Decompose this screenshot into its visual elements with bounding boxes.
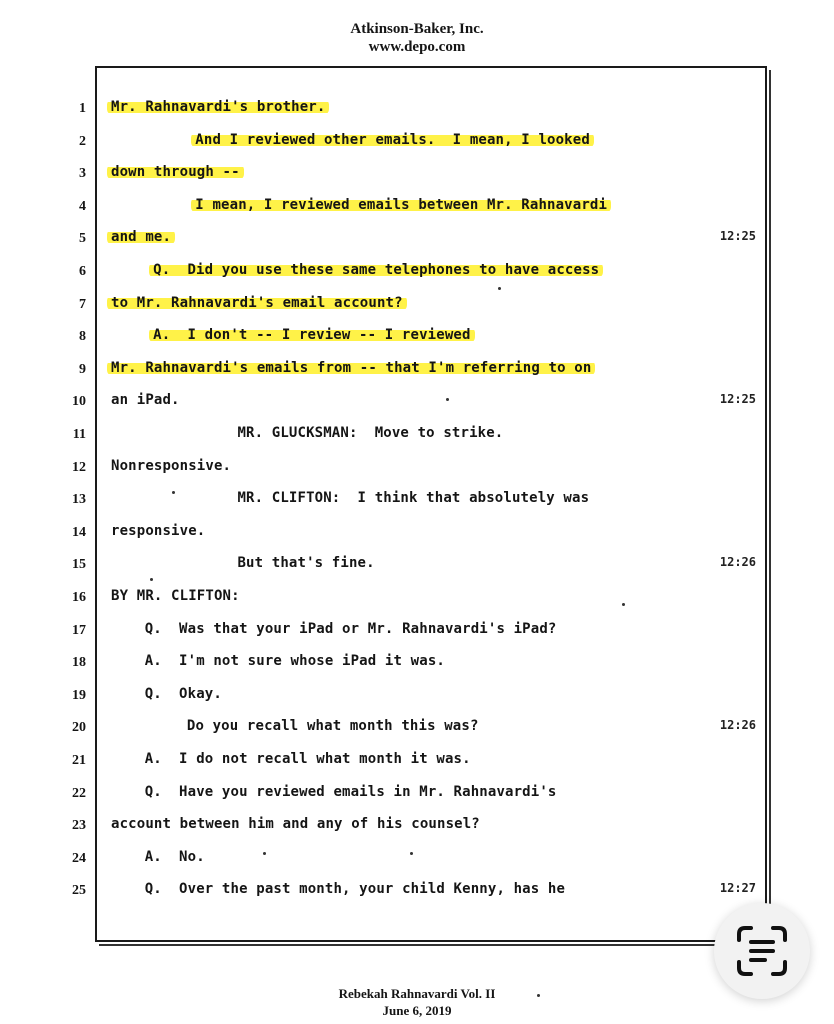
line-number: 9 bbox=[79, 361, 86, 377]
line-text: to Mr. Rahnavardi's email account? bbox=[107, 295, 407, 311]
line-text: And I reviewed other emails. I mean, I looked bbox=[191, 132, 594, 148]
scan-speck bbox=[446, 398, 449, 401]
timestamp: 12:25 bbox=[719, 392, 756, 407]
timestamp: 12:25 bbox=[719, 229, 756, 244]
line-text: and me. bbox=[107, 229, 175, 245]
line-text: Q. Have you reviewed emails in Mr. Rahnavardi's bbox=[144, 783, 557, 800]
company-name: Atkinson-Baker, Inc. bbox=[350, 21, 484, 37]
page-footer bbox=[0, 985, 834, 1019]
line-number: 5 bbox=[79, 231, 86, 247]
scan-speck bbox=[410, 852, 413, 855]
line-number: 1 bbox=[79, 101, 86, 116]
line-number: 22 bbox=[72, 785, 86, 801]
line-text: BY MR. CLIFTON: bbox=[111, 588, 240, 604]
line-number: 6 bbox=[79, 264, 86, 279]
line-number: 2 bbox=[79, 133, 86, 149]
line-number: 12 bbox=[72, 459, 86, 475]
scan-text-icon bbox=[735, 924, 789, 978]
timestamp: 12:27 bbox=[719, 881, 756, 896]
line-text: A. I don't -- I review -- I reviewed bbox=[149, 327, 474, 343]
scan-speck bbox=[498, 287, 501, 290]
line-number: 11 bbox=[72, 427, 86, 442]
line-text: Mr. Rahnavardi's emails from -- that I'm referring to on bbox=[107, 360, 595, 376]
transcript-line bbox=[0, 647, 834, 679]
line-text: account between him and any of his counsel? bbox=[111, 816, 480, 833]
transcript-line bbox=[0, 256, 834, 288]
transcript-line bbox=[0, 93, 834, 125]
line-number: 15 bbox=[72, 557, 86, 573]
line-text: I mean, I reviewed emails between Mr. Rahnavardi bbox=[191, 197, 611, 213]
timestamp: 12:26 bbox=[719, 718, 756, 733]
line-text: responsive. bbox=[111, 522, 206, 539]
line-text: Mr. Rahnavardi's brother. bbox=[107, 99, 329, 115]
transcript-line bbox=[0, 158, 834, 190]
line-text: Do you recall what month this was? bbox=[186, 718, 479, 735]
transcript-line bbox=[0, 354, 834, 386]
scan-speck bbox=[263, 852, 266, 855]
line-number: 23 bbox=[72, 818, 86, 834]
line-text: MR. CLIFTON: I think that absolutely was bbox=[237, 490, 590, 507]
line-text: MR. GLUCKSMAN: Move to strike. bbox=[237, 425, 504, 441]
line-text: Q. Did you use these same telephones to have access bbox=[149, 262, 603, 278]
line-number: 18 bbox=[72, 655, 86, 671]
transcript-line bbox=[0, 549, 834, 581]
transcript-line bbox=[0, 223, 834, 255]
transcript-line bbox=[0, 289, 834, 321]
line-number: 17 bbox=[72, 622, 86, 638]
transcript-line bbox=[0, 126, 834, 158]
line-text: down through -- bbox=[107, 164, 244, 180]
scan-speck bbox=[172, 491, 175, 494]
line-number: 14 bbox=[72, 524, 86, 540]
line-number: 8 bbox=[79, 329, 86, 345]
transcript-line bbox=[0, 484, 834, 516]
line-number: 19 bbox=[72, 687, 86, 703]
line-text: But that's fine. bbox=[237, 555, 375, 572]
scan-speck bbox=[150, 578, 153, 581]
deposition-date: June 6, 2019 bbox=[382, 1003, 452, 1018]
transcript-line bbox=[0, 321, 834, 353]
line-number: 20 bbox=[72, 720, 86, 736]
line-text: Q. Was that your iPad or Mr. Rahnavardi's iPad? bbox=[144, 620, 557, 637]
live-text-scan-button[interactable] bbox=[714, 903, 810, 999]
line-number: 24 bbox=[72, 850, 86, 866]
company-website: www.depo.com bbox=[368, 39, 466, 55]
line-number: 16 bbox=[72, 590, 86, 605]
line-text: A. No. bbox=[144, 848, 205, 865]
transcript-line bbox=[0, 843, 834, 875]
transcript-line bbox=[0, 582, 834, 614]
scan-speck bbox=[622, 603, 625, 606]
line-number: 7 bbox=[79, 296, 86, 312]
line-text: Nonresponsive. bbox=[111, 457, 232, 474]
line-text: A. I do not recall what month it was. bbox=[144, 751, 471, 767]
line-number: 4 bbox=[79, 198, 86, 214]
transcript-line bbox=[0, 875, 834, 907]
transcript-line bbox=[0, 745, 834, 777]
line-number: 10 bbox=[72, 394, 86, 410]
witness-name: Rebekah Rahnavardi Vol. II bbox=[338, 986, 496, 1001]
transcript-line bbox=[0, 452, 834, 484]
line-text: Q. Over the past month, your child Kenny, has he bbox=[144, 881, 566, 898]
transcript-line bbox=[0, 191, 834, 223]
transcript-line bbox=[0, 712, 834, 744]
transcript-line bbox=[0, 615, 834, 647]
transcript-line bbox=[0, 419, 834, 451]
transcript-line bbox=[0, 680, 834, 712]
transcript-line bbox=[0, 386, 834, 418]
line-number: 3 bbox=[79, 166, 86, 182]
transcript-line bbox=[0, 778, 834, 810]
line-number: 21 bbox=[72, 753, 86, 768]
line-text: A. I'm not sure whose iPad it was. bbox=[144, 653, 445, 670]
line-number: 25 bbox=[72, 883, 86, 899]
line-text: an iPad. bbox=[111, 392, 180, 409]
line-text: Q. Okay. bbox=[144, 685, 222, 702]
transcript-line bbox=[0, 517, 834, 549]
line-number: 13 bbox=[72, 492, 86, 508]
timestamp: 12:26 bbox=[719, 555, 756, 570]
transcript-line bbox=[0, 810, 834, 842]
